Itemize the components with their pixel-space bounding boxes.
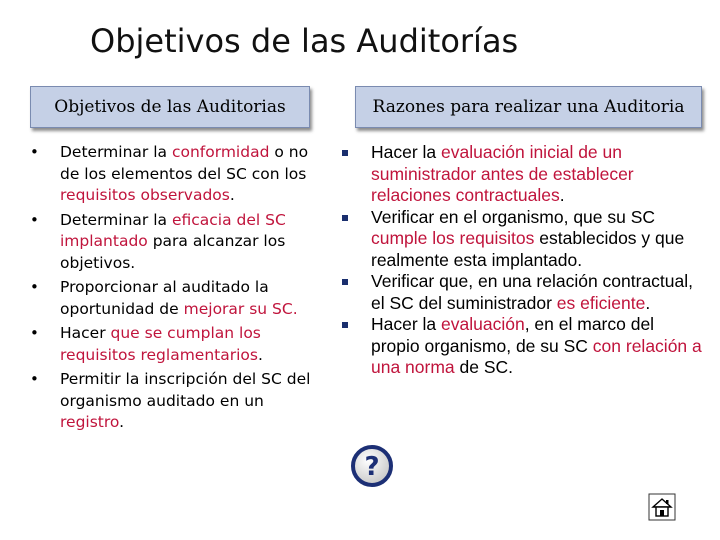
item-text: . — [645, 292, 651, 313]
item-highlight: es eficiente — [556, 292, 646, 313]
item-text: Determinar la — [60, 210, 172, 229]
item-highlight: registro — [60, 413, 120, 431]
bullet-icon: • — [30, 324, 39, 342]
item-text: o no de los elementos del SC con los — [60, 143, 309, 183]
item-text: . — [229, 186, 235, 204]
bullet-icon: • — [30, 210, 39, 229]
item-text: Hacer la — [371, 142, 442, 162]
item-text: . — [119, 413, 125, 431]
item-highlight: cumple los requisitos — [371, 228, 535, 248]
objective-item — [30, 142, 330, 207]
square-bullet-icon — [342, 322, 348, 328]
objective-item — [30, 210, 330, 275]
item-text: Hacer la — [371, 314, 442, 334]
home-icon[interactable] — [648, 493, 676, 521]
item-text: Hacer — [60, 324, 111, 342]
item-text: , en el marco del propio organismo, de su SC — [371, 314, 655, 356]
bullet-icon: • — [30, 278, 39, 296]
reasons-list — [340, 142, 705, 379]
reason-item — [340, 142, 705, 207]
slide-title: Objetivos de las Auditorías — [90, 22, 519, 60]
right-header-box — [355, 86, 702, 128]
item-text: Verificar que, en una relación contractual, el SC del suministrador — [371, 271, 693, 313]
question-icon[interactable] — [350, 444, 394, 488]
reason-item — [340, 207, 705, 272]
square-bullet-icon — [342, 215, 348, 221]
bullet-icon: • — [30, 143, 39, 161]
right-header-label: Razones para realizar una Auditoria — [372, 97, 685, 117]
item-text: Permitir la inscripción del SC del organismo auditado en un — [60, 370, 311, 410]
item-highlight: conformidad — [171, 143, 270, 161]
item-highlight: evaluación — [441, 314, 525, 334]
item-text: . — [257, 345, 263, 364]
item-text: Proporcionar al auditado la oportunidad de — [60, 278, 269, 318]
item-text: de SC. — [454, 357, 514, 377]
objective-item — [30, 323, 330, 366]
reason-item — [340, 271, 705, 314]
objective-item — [30, 277, 330, 320]
item-text: Determinar la — [60, 143, 172, 161]
item-text: establecidos y que realmente esta implantado. — [371, 228, 685, 270]
item-text: para alcanzar los objetivos. — [60, 232, 286, 272]
item-highlight: con relación a una norma — [371, 335, 702, 377]
left-header-label: Objetivos de las Auditorias — [54, 97, 286, 117]
item-highlight: que se cumplan los requisitos reglamentarios — [60, 324, 261, 364]
item-highlight: evaluación inicial de un suministrador antes de establecer relaciones contractuales — [371, 142, 634, 205]
objective-item — [30, 369, 330, 434]
item-highlight: mejorar su SC. — [183, 299, 298, 318]
item-highlight: requisitos observados — [60, 186, 230, 204]
square-bullet-icon — [342, 150, 348, 156]
reason-item — [340, 314, 705, 379]
item-highlight: eficacia del SC implantado — [60, 210, 286, 250]
bullet-icon: • — [30, 370, 39, 388]
left-header-box — [30, 86, 310, 128]
item-text: . — [559, 185, 565, 205]
square-bullet-icon — [342, 279, 348, 285]
objectives-list — [30, 142, 330, 437]
svg-text:?: ? — [364, 452, 380, 482]
item-text: Verificar en el organismo, que su SC — [371, 206, 656, 227]
